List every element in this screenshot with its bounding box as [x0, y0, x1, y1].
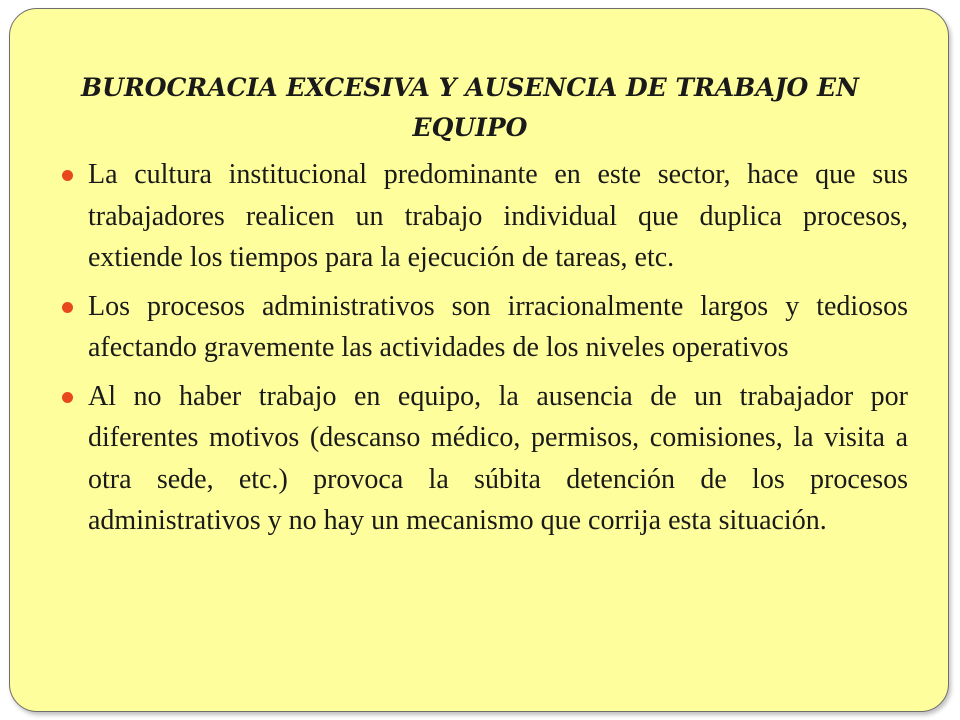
bullet-dot-icon — [62, 392, 73, 403]
bullet-item — [62, 376, 908, 542]
bullet-item — [62, 286, 908, 369]
bullet-text: Los procesos administrativos son irracionalmente largos y tediosos afectando gravemente las actividades de los niveles operativos — [88, 290, 908, 363]
slide-title: BUROCRACIA EXCESIVA Y AUSENCIA DE TRABAJO EN EQUIPO — [81, 73, 859, 142]
bullet-text: La cultura institucional predominante en este sector, hace que sus trabajadores realicen un trabajo individual que duplica procesos, extiende los tiempos para la ejecución de tareas, etc. — [88, 159, 908, 273]
bullet-item — [62, 154, 908, 279]
bullet-text: Al no haber trabajo en equipo, la ausencia de un trabajador por diferentes motivos (descanso médico, permisos, comisiones, la visita a otra sede, etc.) provoca la súbita detención de los procesos administrativos y no hay un mecanismo que corrija esta situación. — [88, 380, 908, 536]
bullet-dot-icon — [62, 302, 73, 313]
bullet-list — [62, 154, 908, 549]
bullet-dot-icon — [62, 170, 73, 181]
